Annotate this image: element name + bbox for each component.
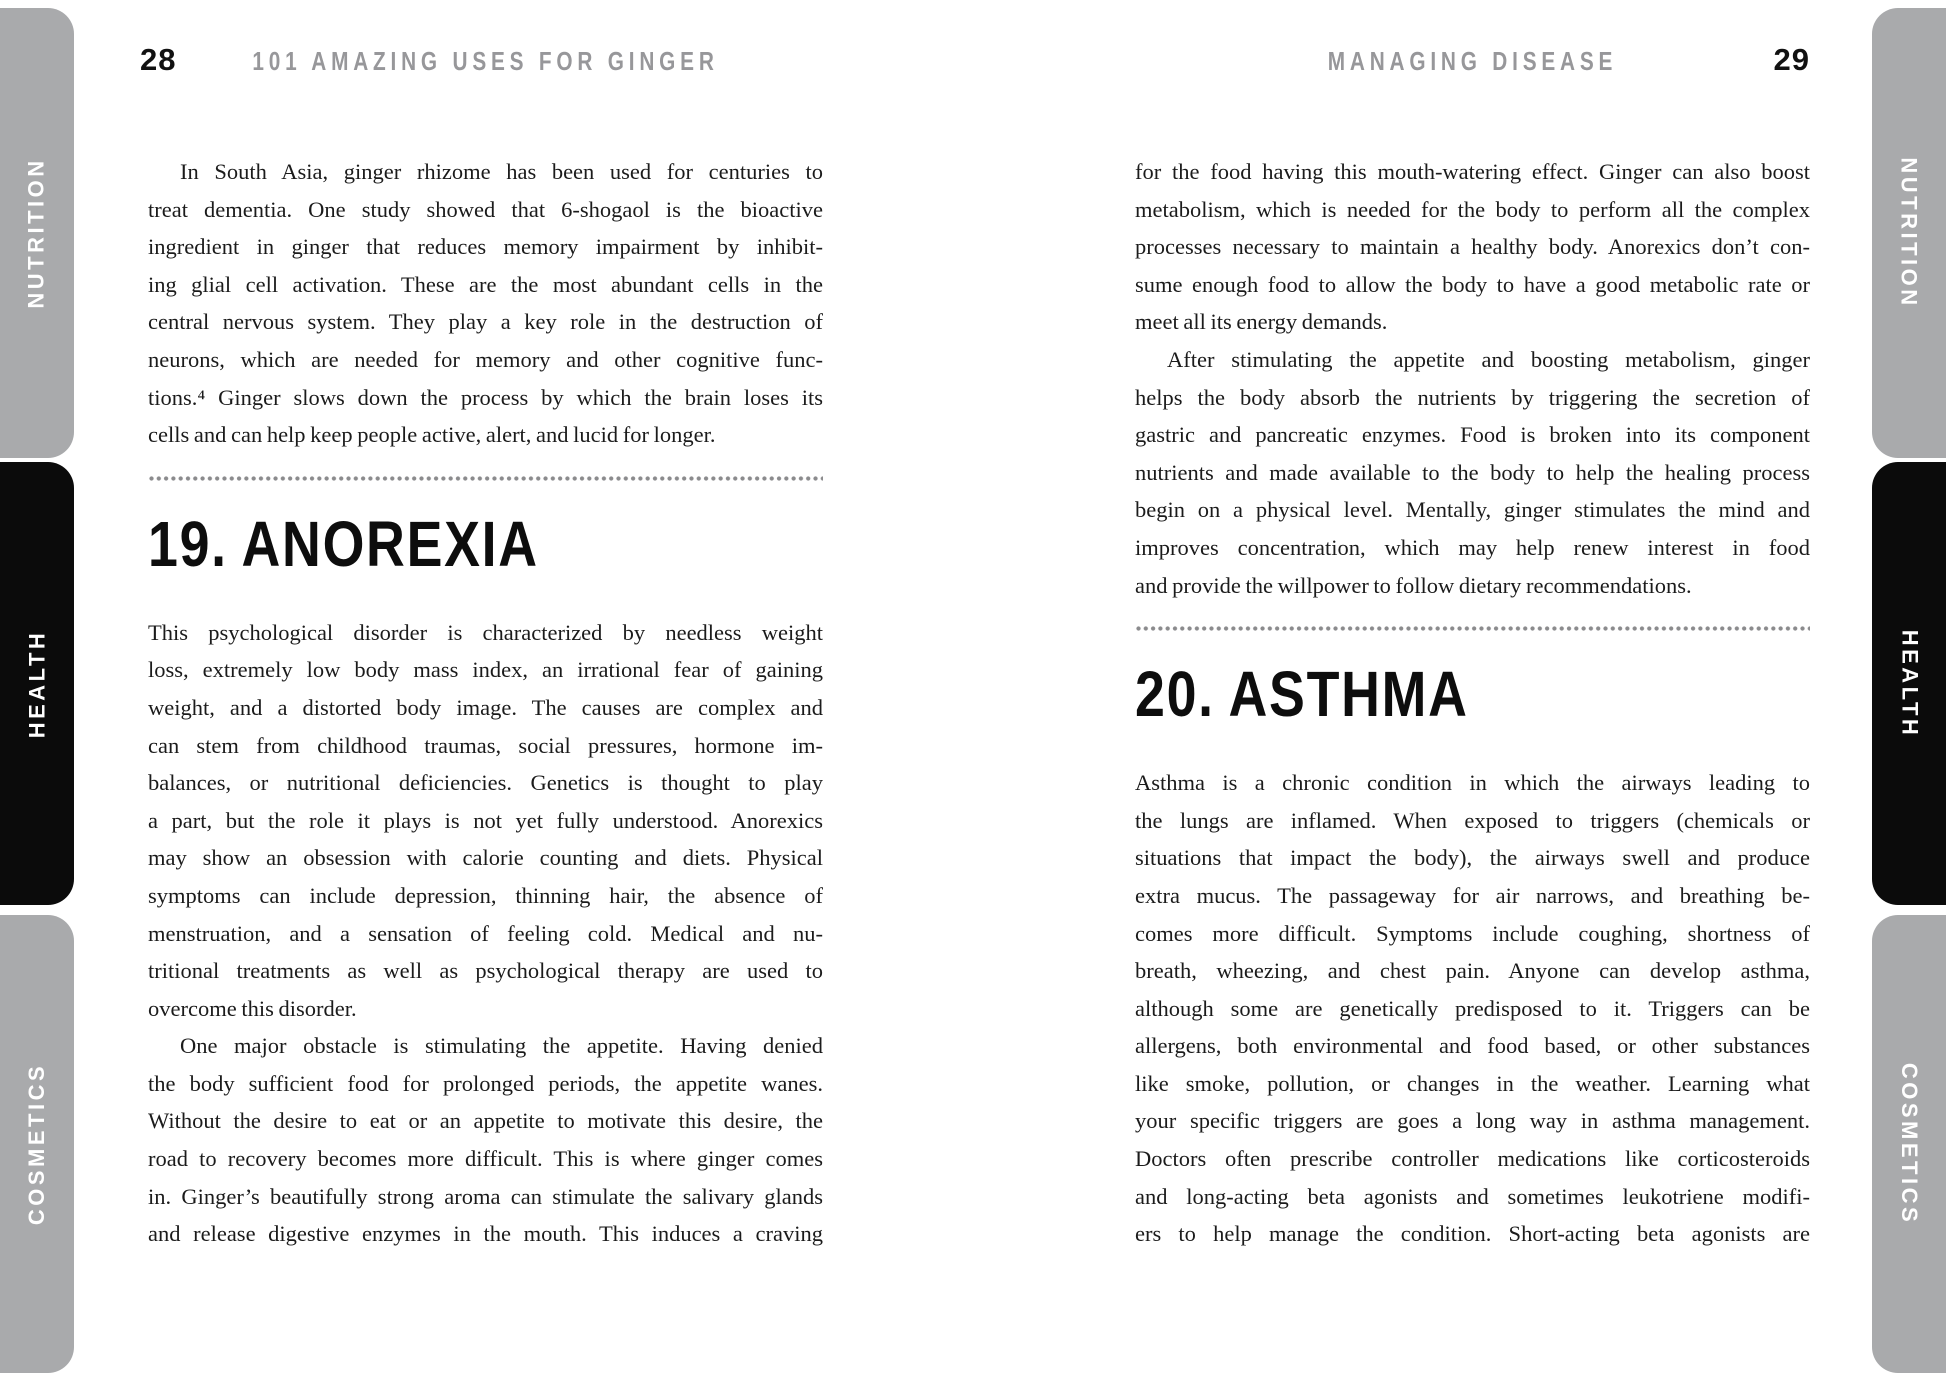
text-line: ing glial cell activation. These are the most abundant cells in the — [148, 271, 823, 297]
text-line: tions.⁴ Ginger slows down the process by which the brain loses its — [148, 384, 823, 410]
text-line: in. Ginger’s beautifully strong aroma can stimulate the salivary glands — [148, 1183, 823, 1209]
text-line: and long-acting beta agonists and sometimes leukotriene modifi- — [1135, 1183, 1810, 1209]
text-line: begin on a physical level. Mentally, ginger stimulates the mind and — [1135, 497, 1810, 523]
text-line: breath, wheezing, and chest pain. Anyone can develop asthma, — [1135, 958, 1810, 984]
text-line: One major obstacle is stimulating the appetite. Having denied — [180, 1033, 823, 1059]
text-line: tritional treatments as well as psychological therapy are used to — [148, 958, 823, 984]
text-line: Asthma is a chronic condition in which the airways leading to — [1135, 770, 1810, 796]
text-line: Doctors often prescribe controller medications like corticosteroids — [1135, 1146, 1810, 1172]
text-line: allergens, both environmental and food based, or other substances — [1135, 1033, 1810, 1059]
text-line: comes more difficult. Symptoms include coughing, shortness of — [1135, 920, 1810, 946]
tab-health-right-label: HEALTH — [1897, 629, 1922, 738]
tab-cosmetics-right — [1872, 915, 1946, 1373]
text-line: balances, or nutritional deficiencies. Genetics is thought to play — [148, 770, 823, 796]
text-line: a part, but the role it plays is not yet fully understood. Anorexics — [148, 807, 823, 833]
text-line: This psychological disorder is characterized by needless weight — [148, 619, 823, 645]
text-line: symptoms can include depression, thinning hair, the absence of — [148, 882, 823, 908]
text-line: ingredient in ginger that reduces memory impairment by inhibit- — [148, 234, 823, 260]
text-line: extra mucus. The passageway for air narrows, and breathing be- — [1135, 882, 1810, 908]
tab-cosmetics-right-label: COSMETICS — [1897, 1062, 1923, 1226]
tab-health-right — [1872, 462, 1946, 905]
tab-cosmetics-left — [0, 915, 74, 1373]
text-line: gastric and pancreatic enzymes. Food is broken into its component — [1135, 422, 1810, 448]
text-line: In South Asia, ginger rhizome has been used for centuries to — [180, 159, 823, 184]
text-line: metabolism, which is needed for the body to perform all the complex — [1135, 196, 1810, 222]
running-header-right: MANAGING DISEASE — [1327, 46, 1618, 76]
text-line: neurons, which are needed for memory and other cognitive func- — [148, 346, 823, 372]
text-line: sume enough food to allow the body to have a good metabolic rate or — [1135, 271, 1810, 297]
text-line: road to recovery becomes more difficult. This is where ginger comes — [148, 1146, 823, 1172]
text-line: cells and can help keep people active, alert, and lucid for longer. — [148, 422, 716, 448]
text-line: may show an obsession with calorie counting and diets. Physical — [148, 845, 823, 871]
dotted-divider — [1135, 625, 1810, 632]
running-header-left: 101 AMAZING USES FOR GINGER — [252, 46, 719, 76]
text-line: the lungs are inflamed. When exposed to triggers (chemicals or — [1135, 807, 1810, 833]
page-number-right: 29 — [1773, 42, 1810, 77]
page-number-left: 28 — [140, 42, 177, 77]
text-line: and provide the willpower to follow dietary recommendations. — [1135, 572, 1692, 598]
dotted-divider — [148, 475, 823, 482]
text-line: central nervous system. They play a key role in the destruction of — [148, 309, 823, 335]
text-line: situations that impact the body), the airways swell and produce — [1135, 845, 1810, 871]
text-line: treat dementia. One study showed that 6-shogaol is the bioactive — [148, 196, 823, 222]
text-line: After stimulating the appetite and boosting metabolism, ginger — [1167, 346, 1810, 372]
tab-nutrition-right-label: NUTRITION — [1897, 157, 1923, 309]
text-line: processes necessary to maintain a healthy body. Anorexics don’t con- — [1135, 234, 1810, 260]
tab-health-left — [0, 462, 74, 905]
section-heading: 20. ASTHMA — [1135, 658, 1469, 731]
text-line: improves concentration, which may help renew interest in food — [1135, 534, 1810, 560]
left-page-text-column — [148, 153, 823, 1253]
text-line: can stem from childhood traumas, social pressures, hormone im- — [148, 732, 823, 758]
tab-nutrition-left — [0, 8, 74, 458]
text-line: your specific triggers are goes a long way in asthma management. — [1135, 1108, 1810, 1134]
text-line: like smoke, pollution, or changes in the weather. Learning what — [1135, 1070, 1810, 1096]
text-line: ers to help manage the condition. Short-acting beta agonists are — [1135, 1221, 1810, 1247]
tab-nutrition-right — [1872, 8, 1946, 458]
text-line: meet all its energy demands. — [1135, 309, 1388, 335]
text-line: Without the desire to eat or an appetite to motivate this desire, the — [148, 1108, 823, 1134]
tab-health-left-label: HEALTH — [24, 629, 49, 738]
text-line: the body sufficient food for prolonged periods, the appetite wanes. — [148, 1070, 823, 1096]
text-line: overcome this disorder. — [148, 995, 357, 1021]
text-line: helps the body absorb the nutrients by triggering the secretion of — [1135, 384, 1810, 410]
text-line: and release digestive enzymes in the mouth. This induces a craving — [148, 1221, 823, 1247]
right-page-text-column — [1135, 153, 1810, 1253]
text-line: for the food having this mouth-watering effect. Ginger can also boost — [1135, 159, 1810, 184]
section-heading: 19. ANOREXIA — [148, 507, 539, 580]
text-line: menstruation, and a sensation of feeling cold. Medical and nu- — [148, 920, 823, 946]
text-line: loss, extremely low body mass index, an irrational fear of gaining — [148, 657, 823, 683]
text-line: although some are genetically predisposed to it. Triggers can be — [1135, 995, 1810, 1021]
text-line: weight, and a distorted body image. The causes are complex and — [148, 694, 823, 720]
tab-cosmetics-left-label: COSMETICS — [24, 1062, 50, 1226]
tab-nutrition-left-label: NUTRITION — [24, 157, 50, 309]
text-line: nutrients and made available to the body to help the healing process — [1135, 459, 1810, 485]
